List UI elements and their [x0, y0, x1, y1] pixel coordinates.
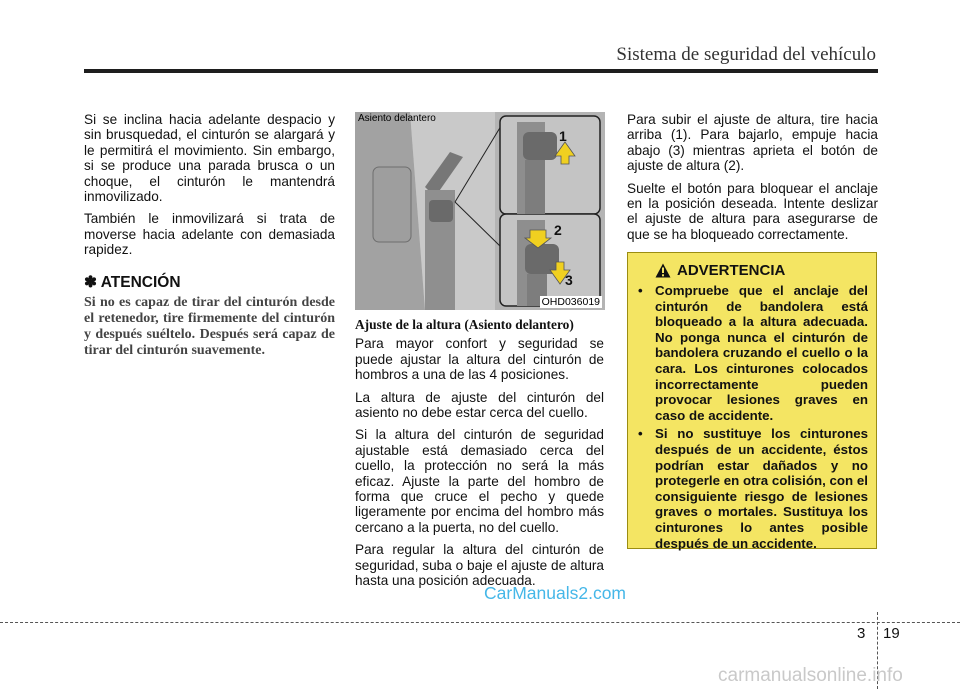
paragraph: Para mayor confort y seguridad se puede ajustar la altura del cinturón de hombros a una de las 4 posiciones. [355, 336, 604, 383]
page-number: 19 [883, 625, 900, 642]
footer-site-watermark: carmanualsonline.info [718, 665, 903, 686]
paragraph: Para regular la altura del cinturón de seguridad, suba o baje el ajuste de altura hasta una posición adecuada. [355, 542, 604, 589]
column-middle [355, 317, 604, 596]
column-left [84, 112, 335, 359]
paragraph: Si la altura del cinturón de seguridad ajustable está demasiado cerca del cuello, la protección no será la más eficaz. Ajuste la parte del hombro de forma que cruce el pecho y quede ligeramente por encima del hombro más cercano a la puerta, no del cuello. [355, 427, 604, 535]
warning-item: • Compruebe que el anclaje del cinturón de bandolera está bloqueado a la altura adecuada. No ponga nunca el cinturón de bandolera cruzando el cuello o la cara. Los cinturones colocados incorrectamente pueden provocar lesiones graves en caso de accidente. [636, 283, 868, 423]
warning-title-text: ADVERTENCIA [677, 262, 786, 279]
paragraph: Para subir el ajuste de altura, tire hacia arriba (1). Para bajarlo, empuje hacia abajo (3) mientras aprieta el botón de ajuste de altura (2). [627, 112, 878, 174]
paragraph: Si se inclina hacia adelante despacio y sin brusquedad, el cinturón se alargará y le permitirá el movimiento. Sin embargo, si se produce una parada brusca o un choque, el cinturón le mantendrá inmovilizado. [84, 112, 335, 205]
warning-box [627, 252, 877, 549]
attention-body: Si no es capaz de tirar del cinturón desde el retenedor, tire firmemente del cinturón y después suéltelo. Después será capaz de tirar del cinturón suavemente. [84, 295, 335, 359]
callout-3: 3 [565, 272, 573, 288]
warning-title [655, 262, 868, 279]
paragraph: También le inmovilizará si trata de moverse hacia adelante con demasiada rapidez. [84, 211, 335, 258]
warning-triangle-icon [655, 263, 671, 278]
paragraph: La altura de ajuste del cinturón del asiento no debe estar cerca del cuello. [355, 389, 604, 421]
warning-list [636, 283, 868, 551]
footer-rule [0, 622, 960, 623]
figure-code: OHD036019 [541, 296, 600, 308]
seatbelt-height-figure [355, 112, 605, 310]
header-rule [84, 69, 878, 73]
paragraph: Suelte el botón para bloquear el anclaje en la posición deseada. Intente deslizar el ajuste de altura para asegurarse de que se ha bloqueado correctamente. [627, 180, 878, 242]
figure-caption: Ajuste de la altura (Asiento delantero) [355, 317, 574, 332]
chapter-number: 3 [857, 625, 866, 642]
warning-item: • Si no sustituye los cinturones después de un accidente, éstos podrían estar dañados y no protegerle en otra colisión, con el consiguiente riesgo de lesiones graves o mortales. Sustituya los cinturones lo antes posible después de un accidente. [636, 426, 868, 551]
column-right [627, 112, 878, 249]
watermark-link[interactable]: CarManuals2.com [484, 583, 626, 603]
callout-1: 1 [559, 128, 567, 144]
attention-heading: ✽ ATENCIÓN [84, 273, 181, 291]
section-title: Sistema de seguridad del vehículo [616, 44, 876, 65]
callout-2: 2 [554, 222, 562, 238]
figure-label: Asiento delantero [358, 113, 436, 124]
